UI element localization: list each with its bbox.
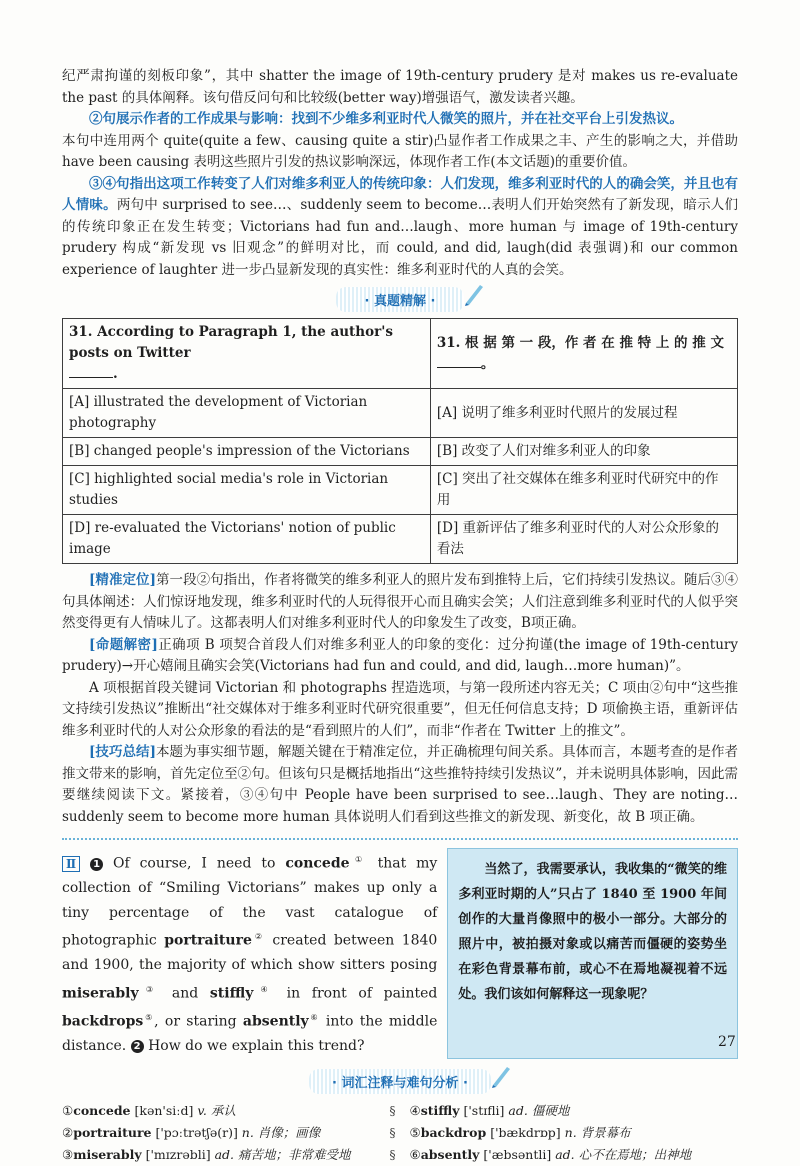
option-c-en: [C] highlighted social media's role in Victorian studies <box>63 466 431 515</box>
vocab-item: ⑤backdrop ['bækdrɒp] n. 背景幕布 <box>409 1124 631 1140</box>
option-row-d <box>63 515 738 564</box>
answer-blank <box>69 365 113 378</box>
vocab-item: ③miserably ['mɪzrəbli] ad. 痛苦地；非常难受地 <box>62 1146 351 1162</box>
option-d-en: [D] re-evaluated the Victorians' notion of public image <box>63 515 431 564</box>
para-2-lead: ②句展示作者的工作成果与影响：找到不少维多利亚时代人微笑的照片，并在社交平台上引发热议。 <box>89 111 683 127</box>
question-stem-row <box>63 319 738 389</box>
heading-zhenti-text: · 真题精解 · <box>364 294 436 309</box>
heading-vocab-text: · 词汇注释与难句分析 · <box>332 1075 468 1091</box>
page-number: 27 <box>718 1034 736 1050</box>
heading-vocab <box>309 1069 491 1094</box>
analysis-decode: [命题解密]正确项 B 项契合首段人们对维多利亚人的印象的变化：过分拘谨(the image of 19th-century prudery)→开心嬉闹且确实会笑(Victorians had fun and could, and did, laugh…more human)”。 <box>62 636 739 674</box>
vocab-item: ②portraiture ['pɔːtrətʃə(r)] n. 肖像；画像 <box>62 1124 321 1140</box>
para-2-body: 本句中连用两个 quite(quite a few、causing quite a stir)凸显作者工作成果之丰、产生的影响之大，并借助 have been causing 表明这些照片引发的热议影响深远，体现作者工作(本文话题)的重要价值。 <box>62 132 738 170</box>
passage-english <box>62 848 437 1059</box>
analysis-wrong-options: A 项根据首段关键词 Victorian 和 photographs 捏造选项，与第一段所述内容无关；C 项由②句中“这些推文持续引发热议”推断出“社交媒体对于维多利亚时代研究很重要”，但无任何信息支持；D 项偷换主语，重新评估维多利亚时代的人对公众形象的看法的是“看到照片的人们”，而非“作者在 Twitter 上的推文”。 <box>62 679 738 739</box>
spiral-divider: § § § <box>389 1102 396 1162</box>
option-a-en: [A] illustrated the development of Victorian photography <box>63 389 431 438</box>
heading-zhenti <box>336 287 464 312</box>
sentence-2-marker: 2 <box>131 1040 144 1053</box>
option-a-zh: [A] 说明了维多利亚时代照片的发展过程 <box>430 389 737 438</box>
vocab-list <box>62 1100 738 1166</box>
pen-icon <box>462 281 486 307</box>
vocab-col-left <box>62 1100 386 1166</box>
sentence-1-marker: 1 <box>90 858 103 871</box>
section-number: Ⅱ <box>62 856 80 872</box>
para-3-body: 两句中 surprised to see…、suddenly seem to become…表明人们开始突然有了新发现，暗示人们的传统印象正在发生转变；Victorians had fun and…laugh、more human 与 image of 19th-century prudery 构成“新发现 vs 旧观念”的鲜明对比，而 could, and did, laugh(did 表强调)和 our common experience of laughter 进一步凸显新发现的真实性：维多利亚时代的人真的会笑。 <box>62 197 738 278</box>
option-row-b <box>63 438 738 466</box>
para-3 <box>62 174 738 282</box>
pen-icon <box>489 1063 513 1089</box>
analysis-section <box>62 570 738 828</box>
question-table <box>62 318 738 564</box>
para-2 <box>62 109 738 131</box>
answer-blank-zh <box>437 355 481 368</box>
passage-text: Ⅱ 1 Of course, I need to concede① that my collection of “Smiling Victorians” makes up only a tiny percentage of the vast catalogue of photographic portraiture② created between 1840 and 1900, the majority of which show sitters posing miserably③ and stiffly④ in front of painted backdrops⑤, or staring absently⑥ into the middle distance. 2 How do we explain this trend? <box>62 855 438 1055</box>
option-d-zh: [D] 重新评估了维多利亚时代的人对公众形象的看法 <box>430 515 737 564</box>
vocab-col-right <box>399 1100 738 1166</box>
option-b-zh: [B] 改变了人们对维多利亚人的印象 <box>430 438 737 466</box>
vocab-item: ④stiffly ['stɪfli] ad. 僵硬地 <box>409 1102 570 1118</box>
section-divider <box>62 838 738 840</box>
page-content <box>62 66 738 1166</box>
intro-paragraph: 纪严肃拘谨的刻板印象”，其中 shatter the image of 19th-century prudery 是对 makes us re-evaluate the past 的具体阐释。该句借反问句和比较级(better way)增强语气，激发读者兴趣。 <box>62 68 738 106</box>
para-3-lead: ③④句指出这项工作转变了人们对维多利亚人的传统印象：人们发现，维多利亚时代的人的确会笑，并且也有人情味。 <box>62 175 738 213</box>
passage-block <box>62 848 738 1059</box>
option-row-c <box>63 466 738 515</box>
analysis-locate: [精准定位]第一段②句指出，作者将微笑的维多利亚人的照片发布到推特上后，它们持续引发热议。随后③④句具体阐述：人们惊讶地发现，维多利亚时代的人玩得很开心而且确实会笑；人们注意到维多利亚时代的人似乎突然变得更有人情味儿了。这都表明人们对维多利亚时代人的印象发生了改变，B项正确。 <box>62 572 739 631</box>
vocab-item: ⑥absently ['æbsəntli] ad. 心不在焉地；出神地 <box>409 1146 692 1162</box>
option-row-a <box>63 389 738 438</box>
vocab-item: ①concede [kən'siːd] v. 承认 <box>62 1102 236 1118</box>
question-stem-en: 31. According to Paragraph 1, the author's posts on Twitter . <box>63 319 431 389</box>
option-c-zh: [C] 突出了社交媒体在维多利亚时代研究中的作用 <box>430 466 737 515</box>
option-b-en: [B] changed people's impression of the Victorians <box>63 438 431 466</box>
translation-box: 当然了，我需要承认，我收集的“微笑的维多利亚时期的人”只占了 1840 至 1900 年间创作的大量肖像照中的极小一部分。大部分的照片中，被拍摄对象或以痛苦而僵硬的姿势坐在彩色背景幕布前，或心不在焉地凝视着不远处。我们该如何解释这一现象呢？ <box>447 848 738 1059</box>
question-stem-zh: 31. 根 据 第 一 段，作 者 在 推 特 上 的 推 文 。 <box>430 319 737 389</box>
analysis-tips: [技巧总结]本题为事实细节题，解题关键在于精准定位，并正确梳理句间关系。具体而言，本题考查的是作者推文带来的影响，首先定位至②句。但该句只是概括地指出“这些推特持续引发热议”，并未说明具体影响，因此需要继续阅读下文。紧接着，③④句中 People have been surprised to see…laugh、They are noting…suddenly seem to become more human 具体说明人们看到这些推文的新发现、新变化，故 B 项正确。 <box>62 744 739 825</box>
